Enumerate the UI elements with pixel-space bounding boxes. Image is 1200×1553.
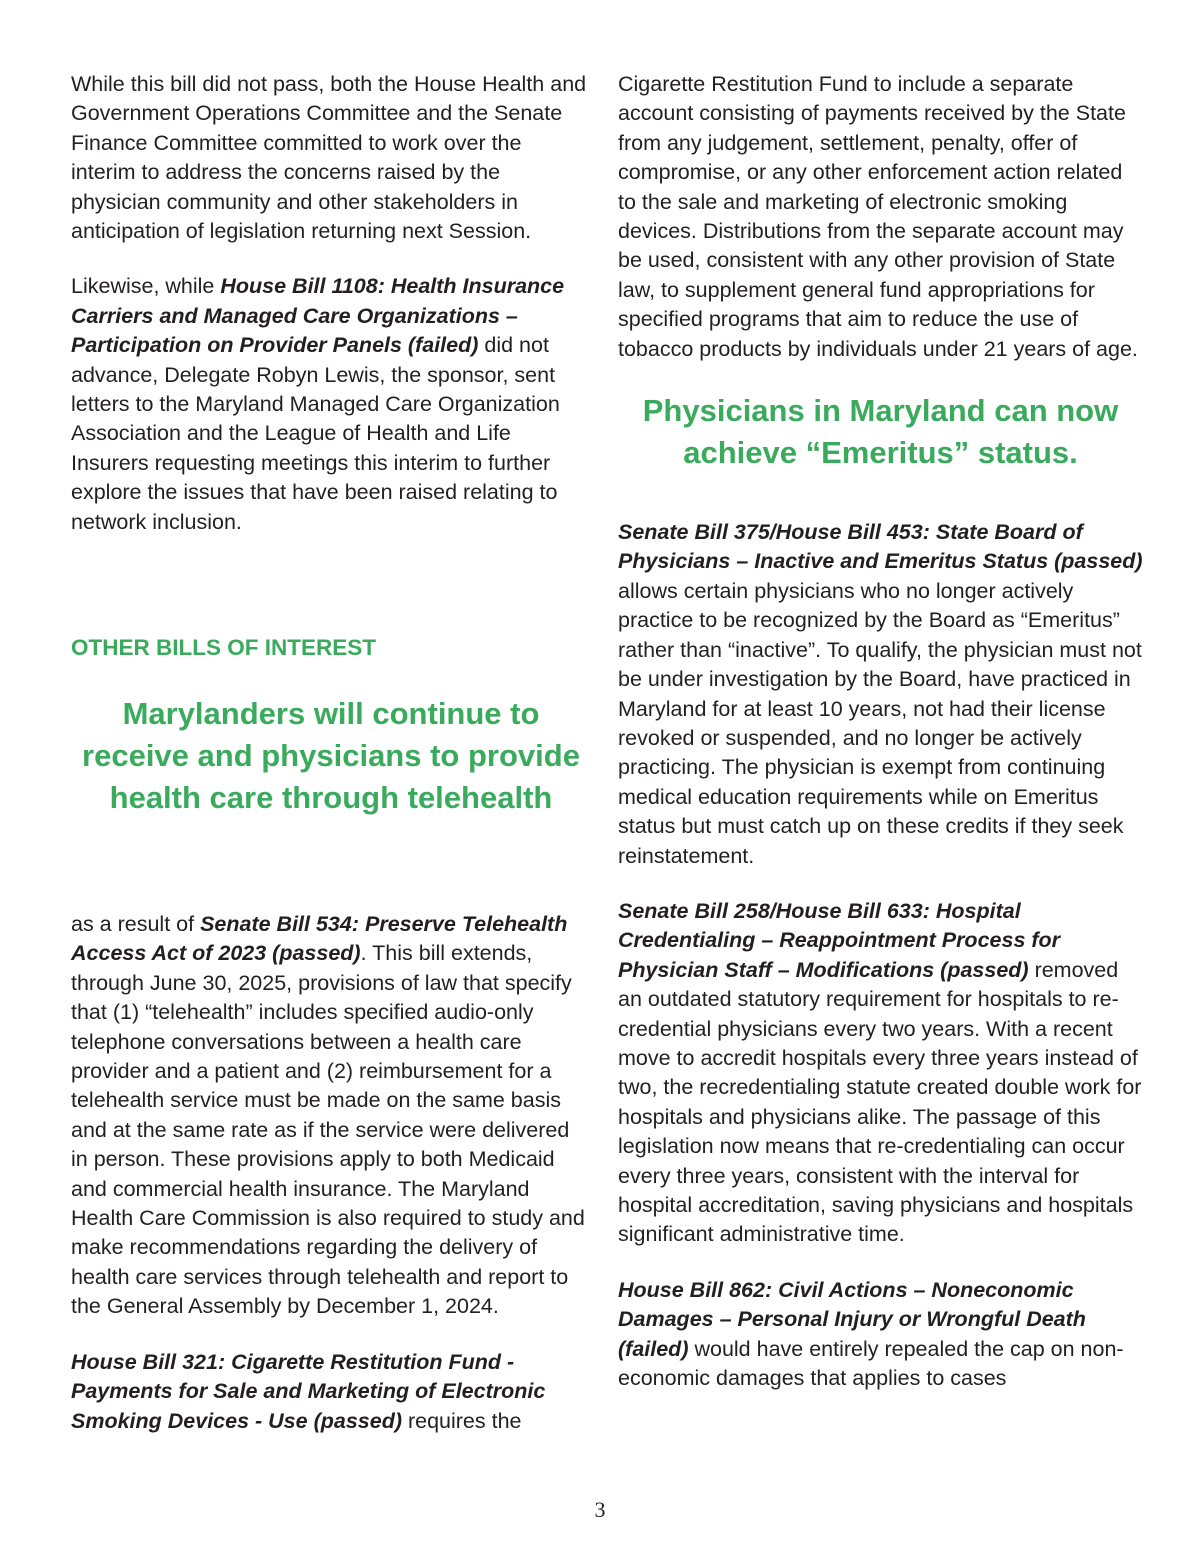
paragraph-body-text: would have entirely repealed the cap on non-economic damages that applies to cases [618, 1336, 1124, 1391]
bill-title-sb258: Senate Bill 258/House Bill 633: Hospital Credentialing – Reappointment Process for Physician Staff – Modifications (passed) [618, 898, 1061, 982]
headline-telehealth: Marylanders will continue to receive and physicians to provide health care through telehealth [82, 696, 580, 816]
paragraph-sb534 [71, 910, 591, 1322]
bill-title-hb862: House Bill 862: Civil Actions – Noneconomic Damages – Personal Injury or Wrongful Death (failed) [618, 1277, 1086, 1361]
telehealth-body [71, 910, 591, 1462]
paragraph-hb862 [618, 1276, 1143, 1394]
paragraph-body-text: . This bill extends, through June 30, 2025, provisions of law that specify that (1) “telehealth” includes specified audio-only telephone conversations between a health care provider and a patient and (2) reimbursement for a telehealth service must be made on the same basis and at the same rate as if the service were delivered in person. These provisions apply to both Medicaid and commercial health insurance. The Maryland Health Care Commission is also required to study and make recommendations regarding the delivery of health care services through telehealth and report to the General Assembly by December 1, 2024. [71, 941, 585, 1319]
bill-title-hb1108: House Bill 1108: Health Insurance Carriers and Managed Care Organizations – Participation on Provider Panels (failed) [71, 274, 565, 358]
paragraph-hb321 [71, 1348, 591, 1436]
paragraph-cigarette-fund: Cigarette Restitution Fund to include a separate account consisting of payments received by the State from any judgement, settlement, penalty, offer of compromise, or any other enforcement action related to the sale and marketing of electronic smoking devices. Distributions from the separate account may be used, consistent with any other provision of State law, to supplement general fund appropriations for specified programs that aim to reduce the use of tobacco products by individuals under 21 years of age. [618, 72, 1138, 361]
section-label-other-bills: OTHER BILLS OF INTEREST [71, 635, 377, 661]
left-column [71, 70, 591, 1433]
paragraph-sb258 [618, 897, 1143, 1250]
bill-title-hb321: House Bill 321: Cigarette Restitution Fund - Payments for Sale and Marketing of Electronic Smoking Devices - Use (passed) [71, 1349, 546, 1433]
paragraph-body-text: removed an outdated statutory requirement for hospitals to re-credential physicians every two years. With a recent move to accredit hospitals every three years instead of two, the recredentialing statute created double work for hospitals and physicians alike. The passage of this legislation now means that re-credentialing can occur every three years, consistent with the interval for hospital accreditation, saving physicians and hospitals significant administrative time. [618, 957, 1142, 1247]
paragraph-body-text: did not advance, Delegate Robyn Lewis, the sponsor, sent letters to the Maryland Managed Care Organization Association and the League of Health and Life Insurers requesting meetings this interim to further explore the issues that have been raised relating to network inclusion. [71, 333, 560, 534]
paragraph-interim-work: While this bill did not pass, both the House Health and Government Operations Committee and the Senate Finance Committee committed to work over the interim to address the concerns raised by the physician community and other stakeholders in anticipation of legislation returning next Session. [71, 72, 587, 244]
paragraph-sb375 [618, 518, 1143, 871]
headline-emeritus: Physicians in Maryland can now achieve “Emeritus” status. [642, 393, 1119, 471]
paragraph-body-text: requires the [401, 1408, 522, 1433]
paragraph-intro-text: as a result of [71, 912, 201, 936]
bill-title-sb375: Senate Bill 375/House Bill 453: State Board of Physicians – Inactive and Emeritus Status (passed) [618, 520, 1143, 574]
paragraph-hb1108 [71, 272, 591, 537]
bill-title-sb534: Senate Bill 534: Preserve Telehealth Access Act of 2023 (passed) [71, 912, 568, 966]
paragraph-intro-text: Likewise, while [71, 274, 221, 299]
paragraph-body-text: allows certain physicians who no longer actively practice to be recognized by the Board as “Emeritus” rather than “inactive”. To qualify, the physician must not be under investigation by the Board, have practiced in Maryland for at least 10 years, not had their license revoked or suspended, and no longer be actively practicing. The physician is exempt from continuing medical education requirements while on Emeritus status but must catch up on these credits if they seek reinstatement. [618, 578, 1142, 868]
right-column [618, 70, 1143, 1419]
page-number: 3 [594, 1497, 606, 1522]
